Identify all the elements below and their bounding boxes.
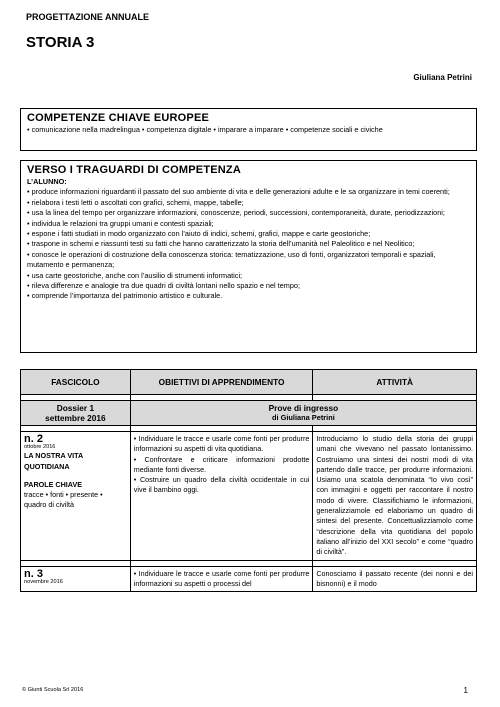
- table-row: [21, 432, 477, 561]
- author-name: Giuliana Petrini: [413, 73, 472, 82]
- keywords-text: tracce • fonti • presente • quadro di civiltà: [24, 490, 103, 510]
- header-obiettivi: OBIETTIVI DI APPRENDIMENTO: [130, 370, 313, 395]
- traguardo-item: • comprende l’importanza del patrimonio artistico e culturale.: [27, 291, 470, 301]
- page-title: STORIA 3: [26, 34, 95, 51]
- fascicolo-theme: LA NOSTRA VITA QUOTIDIANA: [24, 451, 83, 471]
- traguardi-subtitle: L’ALUNNO:: [27, 177, 67, 186]
- document-label: PROGETTAZIONE ANNUALE: [26, 12, 149, 22]
- page-number: 1: [463, 686, 468, 695]
- header-attivita: ATTIVITÀ: [313, 370, 477, 395]
- dossier-date: settembre 2016: [45, 413, 106, 423]
- activity-text: Introduciamo lo studio della storia dei gruppi umani che vivevano nel passato lontanissimo. Costruiamo una sintesi dei nostri modi di vita partendo dalle tracce, per produrre informazioni. Usiamo una scatola denominata “Io vivo così” con immagini e oggetti per raccontare il nostro modo di vivere. Classifichiamo le informazioni, generalizziamole ed elaboriamo un quadro di sintesi del presente. Concettualizziamolo come “descrizione della vita quotidiana del popolo italiano all’inizio del XXI secolo” e come “quadro di civiltà”.: [316, 434, 473, 557]
- dossier-cell: [21, 401, 131, 426]
- header-fascicolo: FASCICOLO: [21, 370, 131, 395]
- fascicolo-number: n. 3: [24, 567, 43, 580]
- table-row: [21, 566, 477, 592]
- dossier-label: Dossier 1: [56, 403, 95, 413]
- fascicolo-cell: [21, 432, 131, 561]
- objectives-cell: [130, 566, 313, 592]
- fascicolo-cell: [21, 566, 131, 592]
- traguardo-item: • produce informazioni riguardanti il passato del suo ambiente di vita e delle generazioni adulte e le sa organizzare in temi coerenti;: [27, 187, 470, 197]
- planning-table: [20, 369, 477, 592]
- objective-item: • Individuare le tracce e usarle come fonti per produrre informazioni su aspetti di vita quotidiana.: [134, 434, 310, 455]
- traguardo-item: • rileva differenze e analogie tra due quadri di civiltà lontani nello spazio e nel tempo;: [27, 281, 470, 291]
- prove-cell: [130, 401, 476, 426]
- competenze-title: COMPETENZE CHIAVE EUROPEE: [27, 112, 210, 124]
- prove-title: Prove di ingresso: [268, 403, 339, 413]
- traguardo-item: • espone i fatti studiati in modo organizzato con l’aiuto di indici, schemi, grafici, mappe e carte geostoriche;: [27, 229, 470, 239]
- competenze-text: • comunicazione nella madrelingua • competenza digitale • imparare a imparare • competenze sociali e civiche: [27, 125, 383, 134]
- objective-item: • Costruire un quadro della civiltà occidentale in cui vive il bambino oggi.: [134, 475, 310, 496]
- traguardi-box: [20, 160, 477, 353]
- objective-item: • Confrontare e criticare informazioni prodotte mediante fonti diverse.: [134, 455, 310, 476]
- traguardo-item: • traspone in schemi e riassunti testi su fatti che hanno caratterizzato la storia dell’umanità nel Paleolitico e nel Neolitico;: [27, 239, 470, 249]
- traguardi-title: VERSO I TRAGUARDI DI COMPETENZA: [27, 164, 241, 176]
- objectives-cell: [130, 432, 313, 561]
- competenze-box: [20, 108, 477, 151]
- keywords-label: PAROLE CHIAVE: [24, 479, 83, 489]
- traguardo-item: • individua le relazioni tra gruppi umani e contesti spaziali;: [27, 219, 470, 229]
- activity-text: Conosciamo il passato recente (dei nonni e dei bisnonni) e il modo: [316, 568, 473, 588]
- traguardo-item: • usa carte geostoriche, anche con l’ausilio di strumenti informatici;: [27, 271, 470, 281]
- fascicolo-date: novembre 2016: [24, 578, 63, 585]
- copyright: © Giunti Scuola Srl 2016: [22, 687, 84, 693]
- traguardo-item: • usa la linea del tempo per organizzare informazioni, conoscenze, periodi, successioni, contemporaneità, durate, periodizzazioni;: [27, 208, 470, 218]
- prove-row: [21, 401, 477, 426]
- fascicolo-date: ottobre 2016: [24, 444, 56, 451]
- prove-author: di Giuliana Petrini: [271, 413, 335, 422]
- activity-cell: [313, 566, 477, 592]
- traguardo-item: • conosce le operazioni di costruzione della conoscenza storica: tematizzazione, uso di fonti, organizzatori temporali e spaziali, mutamento e permanenza;: [27, 250, 470, 271]
- objective-item: • Individuare le tracce e usarle come fonti per produrre informazioni su aspetti o processi del: [134, 569, 310, 590]
- activity-cell: [313, 432, 477, 561]
- traguardo-item: • rielabora i testi letti o ascoltati con grafici, schemi, mappe, tabelle;: [27, 198, 470, 208]
- fascicolo-number: n. 2: [24, 433, 43, 445]
